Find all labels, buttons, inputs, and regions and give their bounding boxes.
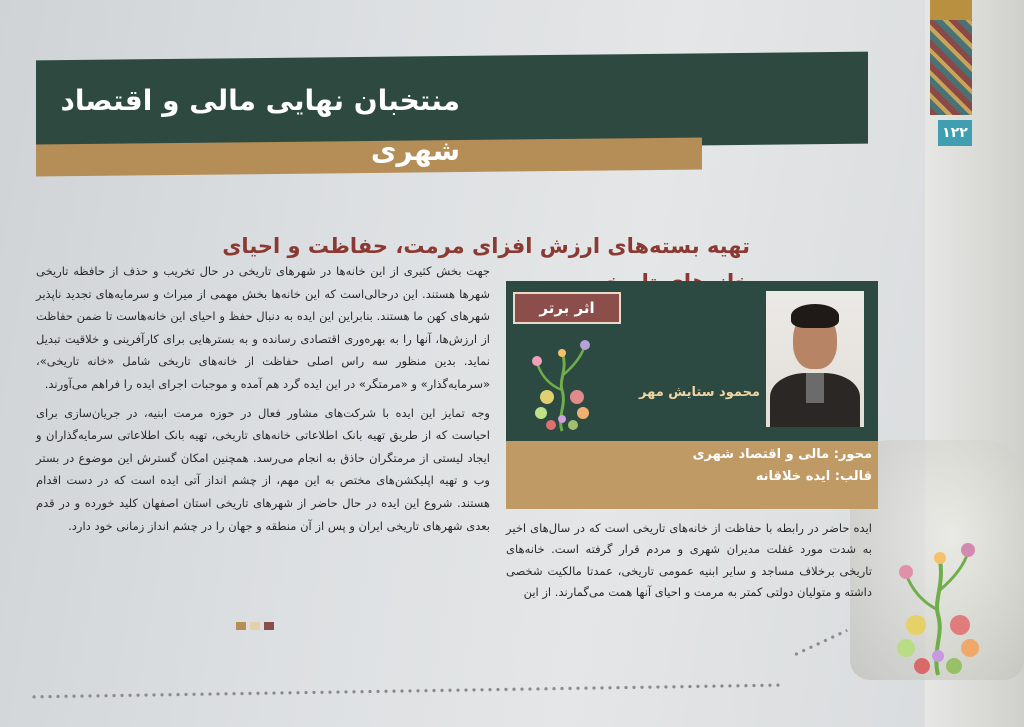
header-accent-bar xyxy=(36,138,702,177)
page-number: ۱۲۲ xyxy=(938,120,972,146)
floral-vase-icon xyxy=(888,530,988,680)
card-axis-label: محور: مالی و اقتصاد شهری xyxy=(692,447,872,462)
dotted-divider xyxy=(792,628,849,659)
tile-pattern-ornament xyxy=(930,20,972,115)
author-photo xyxy=(766,291,864,427)
dot xyxy=(250,622,260,630)
article-body-right: ایده حاضر در رابطه با حفاظت از خانه‌های تاریخی است که در سال‌های اخیر به شدت مورد غفلت مدیران شهری و مردم قرار گرفته است. خانه‌های تاریخی برخلاف مساجد و سایر ابنیه عمومی تاریخی، عمدتا مالکیت شخصی داشته و متولیان دولتی کمتر به مرمت و احیای آنها همت می‌گمارند. از این xyxy=(506,521,872,600)
dotted-divider xyxy=(30,682,780,700)
photo-hair xyxy=(791,304,839,328)
section-title: منتخبان نهایی مالی و اقتصاد شهری xyxy=(60,84,460,167)
photo-shirt xyxy=(806,373,824,403)
floral-vase-icon xyxy=(527,335,597,433)
card-format-label: قالب: ایده خلاقانه xyxy=(755,469,872,484)
top-work-badge: اثر برتر xyxy=(513,292,621,324)
article-title: تهیه بسته‌های ارزش افزای مرمت، حفاظت و احیای xyxy=(222,234,750,258)
author-name: محمود ستایش مهر xyxy=(639,385,760,400)
paragraph: جهت بخش کثیری از این خانه‌ها در شهرهای تاریخی در حال تخریب و حذف از حافظه تاریخی شهرها هستند. این درحالی‌است که این خانه‌ها بخش مهمی از میراث و سرمایه‌های تجدید ناپذیر شهرهای کهن ما هستند. بنابراین این ایده به دنبال حفظ و احیای این خانه‌هاست تا ضمن حفاظت از ارزش‌ها، آنها را به بهره‌وری اقتصادی رسانده و به بسترهایی برای کارآفرینی و خلاقیت تبدیل نماید. بدین منظور سه راس اصلی حفاظت از خانه‌های تاریخی شامل «خانه تاریخی»، «سرمایه‌گذار» و «مرمتگر» در این ایده گرد هم آمده و موجبات اجرای ایده را فراهم می‌آورند. xyxy=(36,264,490,391)
dot xyxy=(264,622,274,630)
decorative-dots xyxy=(236,622,276,632)
article-body-left xyxy=(36,260,490,620)
ornament-band xyxy=(930,0,972,20)
paragraph: وجه تمایز این ایده با شرکت‌های مشاور فعال در حوزه مرمت ابنیه، در جریان‌سازی برای احیاست که از طریق تهیه بانک اطلاعاتی خانه‌های تاریخی، تهیه بانک اطلاعاتی سرمایه‌گذاران و ایجاد لیستی از مرمتگران حاذق به انجام می‌رسد. همچنین امکان گسترش این موضوع در بستر وب و تهیه اپلیکشن‌های مختص به این مهم، از چشم انداز آتی ایده است که در دست اقدام هستند. شروع این ایده در حال حاضر از شهرهای تاریخی استان اصفهان کلید خورده و در قدم بعدی شهرهای تاریخی ایران و پس از آن منطقه و جهان را در چشم انداز زمانی خود دارد. xyxy=(36,405,490,533)
dot xyxy=(236,622,246,630)
